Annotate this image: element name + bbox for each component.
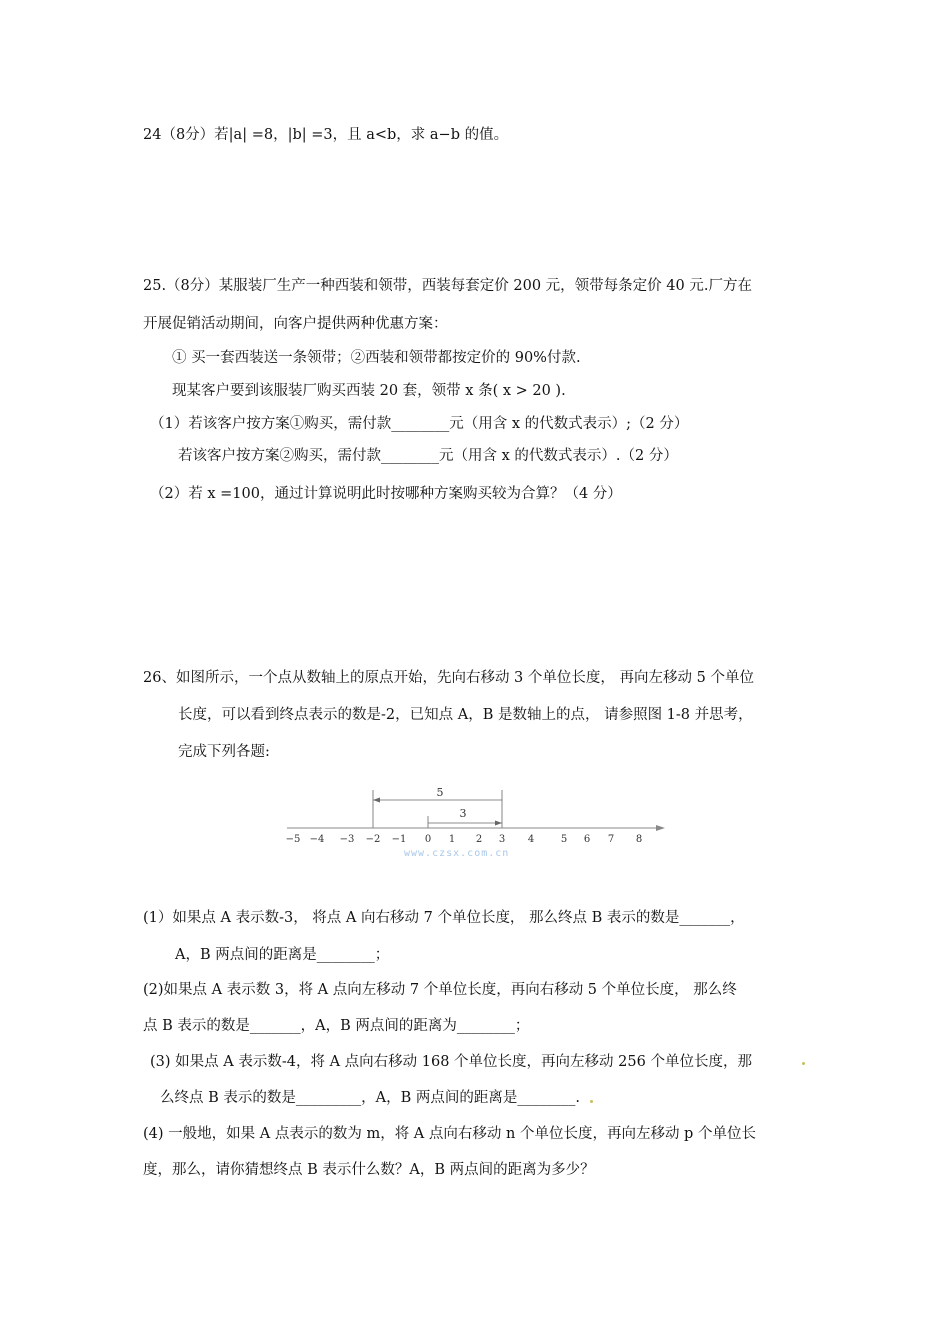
- watermark: www.czsx.com.cn: [404, 848, 510, 859]
- tick-label: −2: [365, 834, 381, 845]
- question-26-part-4a: (4) 一般地，如果 A 点表示的数为 m，将 A 点向右移动 n 个单位长度，再向左移动 p 个单位长: [143, 1126, 756, 1142]
- question-25-line-1: 25.（8分）某服装厂生产一种西装和领带，西装每套定价 200 元，领带每条定价 40 元.厂方在: [143, 278, 752, 294]
- tick-label: −4: [309, 834, 325, 845]
- stray-mark: [802, 1062, 805, 1065]
- tick-label: 6: [583, 834, 591, 845]
- question-25-line-4: 现某客户要到该服装厂购买西装 20 套，领带 x 条( x > 20 ).: [172, 383, 566, 399]
- tick-label: 4: [527, 834, 535, 845]
- question-26-part-4b: 度，那么，请你猜想终点 B 表示什么数？A，B 两点间的距离为多少？: [143, 1162, 595, 1178]
- tick-label: 5: [560, 834, 568, 845]
- tick-label: 2: [475, 834, 483, 845]
- tick-label: 3: [498, 834, 506, 845]
- tick-label: 0: [424, 834, 432, 845]
- label-5: 5: [436, 786, 444, 799]
- label-3: 3: [459, 807, 467, 820]
- question-26-part-2b: 点 B 表示的数是_______，A，B 两点间的距离为________；: [143, 1018, 530, 1034]
- tick-label: 1: [448, 834, 456, 845]
- question-26-part-3a: (3) 如果点 A 表示数-4，将 A 点向右移动 168 个单位长度，再向左移动 256 个单位长度，那: [150, 1054, 752, 1070]
- tick-label: 8: [635, 834, 643, 845]
- question-25-line-6: 若该客户按方案②购买，需付款________元（用含 x 的代数式表示）.（2 分）: [178, 448, 678, 464]
- question-26-part-1b: A，B 两点间的距离是________；: [175, 947, 390, 963]
- tick-labels: [286, 834, 643, 845]
- question-25-line-3: ① 买一套西装送一条领带；②西装和领带都按定价的 90%付款.: [172, 350, 581, 366]
- tick-label: −3: [339, 834, 355, 845]
- tick-label: −5: [285, 834, 301, 845]
- question-26-line-3: 完成下列各题:: [178, 744, 270, 760]
- question-26-line-2: 长度，可以看到终点表示的数是-2，已知点 A，B 是数轴上的点， 请参照图 1-8 并思考，: [178, 707, 753, 723]
- arrow-3-head: [495, 821, 502, 826]
- axis-arrow: [656, 825, 665, 831]
- question-26-part-1a: (1）如果点 A 表示数-3， 将点 A 向右移动 7 个单位长度， 那么终点 B 表示的数是_______，: [143, 910, 745, 926]
- tick-label: −1: [391, 834, 407, 845]
- question-25-line-5: （1）若该客户按方案①购买，需付款________元（用含 x 的代数式表示）;（2 分）: [150, 416, 689, 432]
- question-25-line-2: 开展促销活动期间，向客户提供两种优惠方案：: [143, 316, 448, 332]
- question-26-line-1: 26、如图所示，一个点从数轴上的原点开始，先向右移动 3 个单位长度， 再向左移动 5 个单位: [143, 670, 754, 686]
- arrow-5-head: [373, 798, 380, 803]
- stray-mark: [590, 1100, 593, 1103]
- question-26-part-3b: 么终点 B 表示的数是_________，A，B 两点间的距离是________.: [160, 1090, 580, 1106]
- question-25-line-7: （2）若 x =100，通过计算说明此时按哪种方案购买较为合算？（4 分）: [150, 486, 622, 502]
- tick-label: 7: [607, 834, 615, 845]
- question-26-part-2a: (2)如果点 A 表示数 3，将 A 点向左移动 7 个单位长度，再向右移动 5 个单位长度， 那么终: [143, 982, 737, 998]
- question-24: 24（8分）若|a| =8，|b| =3，且 a<b，求 a−b 的值。: [143, 127, 509, 143]
